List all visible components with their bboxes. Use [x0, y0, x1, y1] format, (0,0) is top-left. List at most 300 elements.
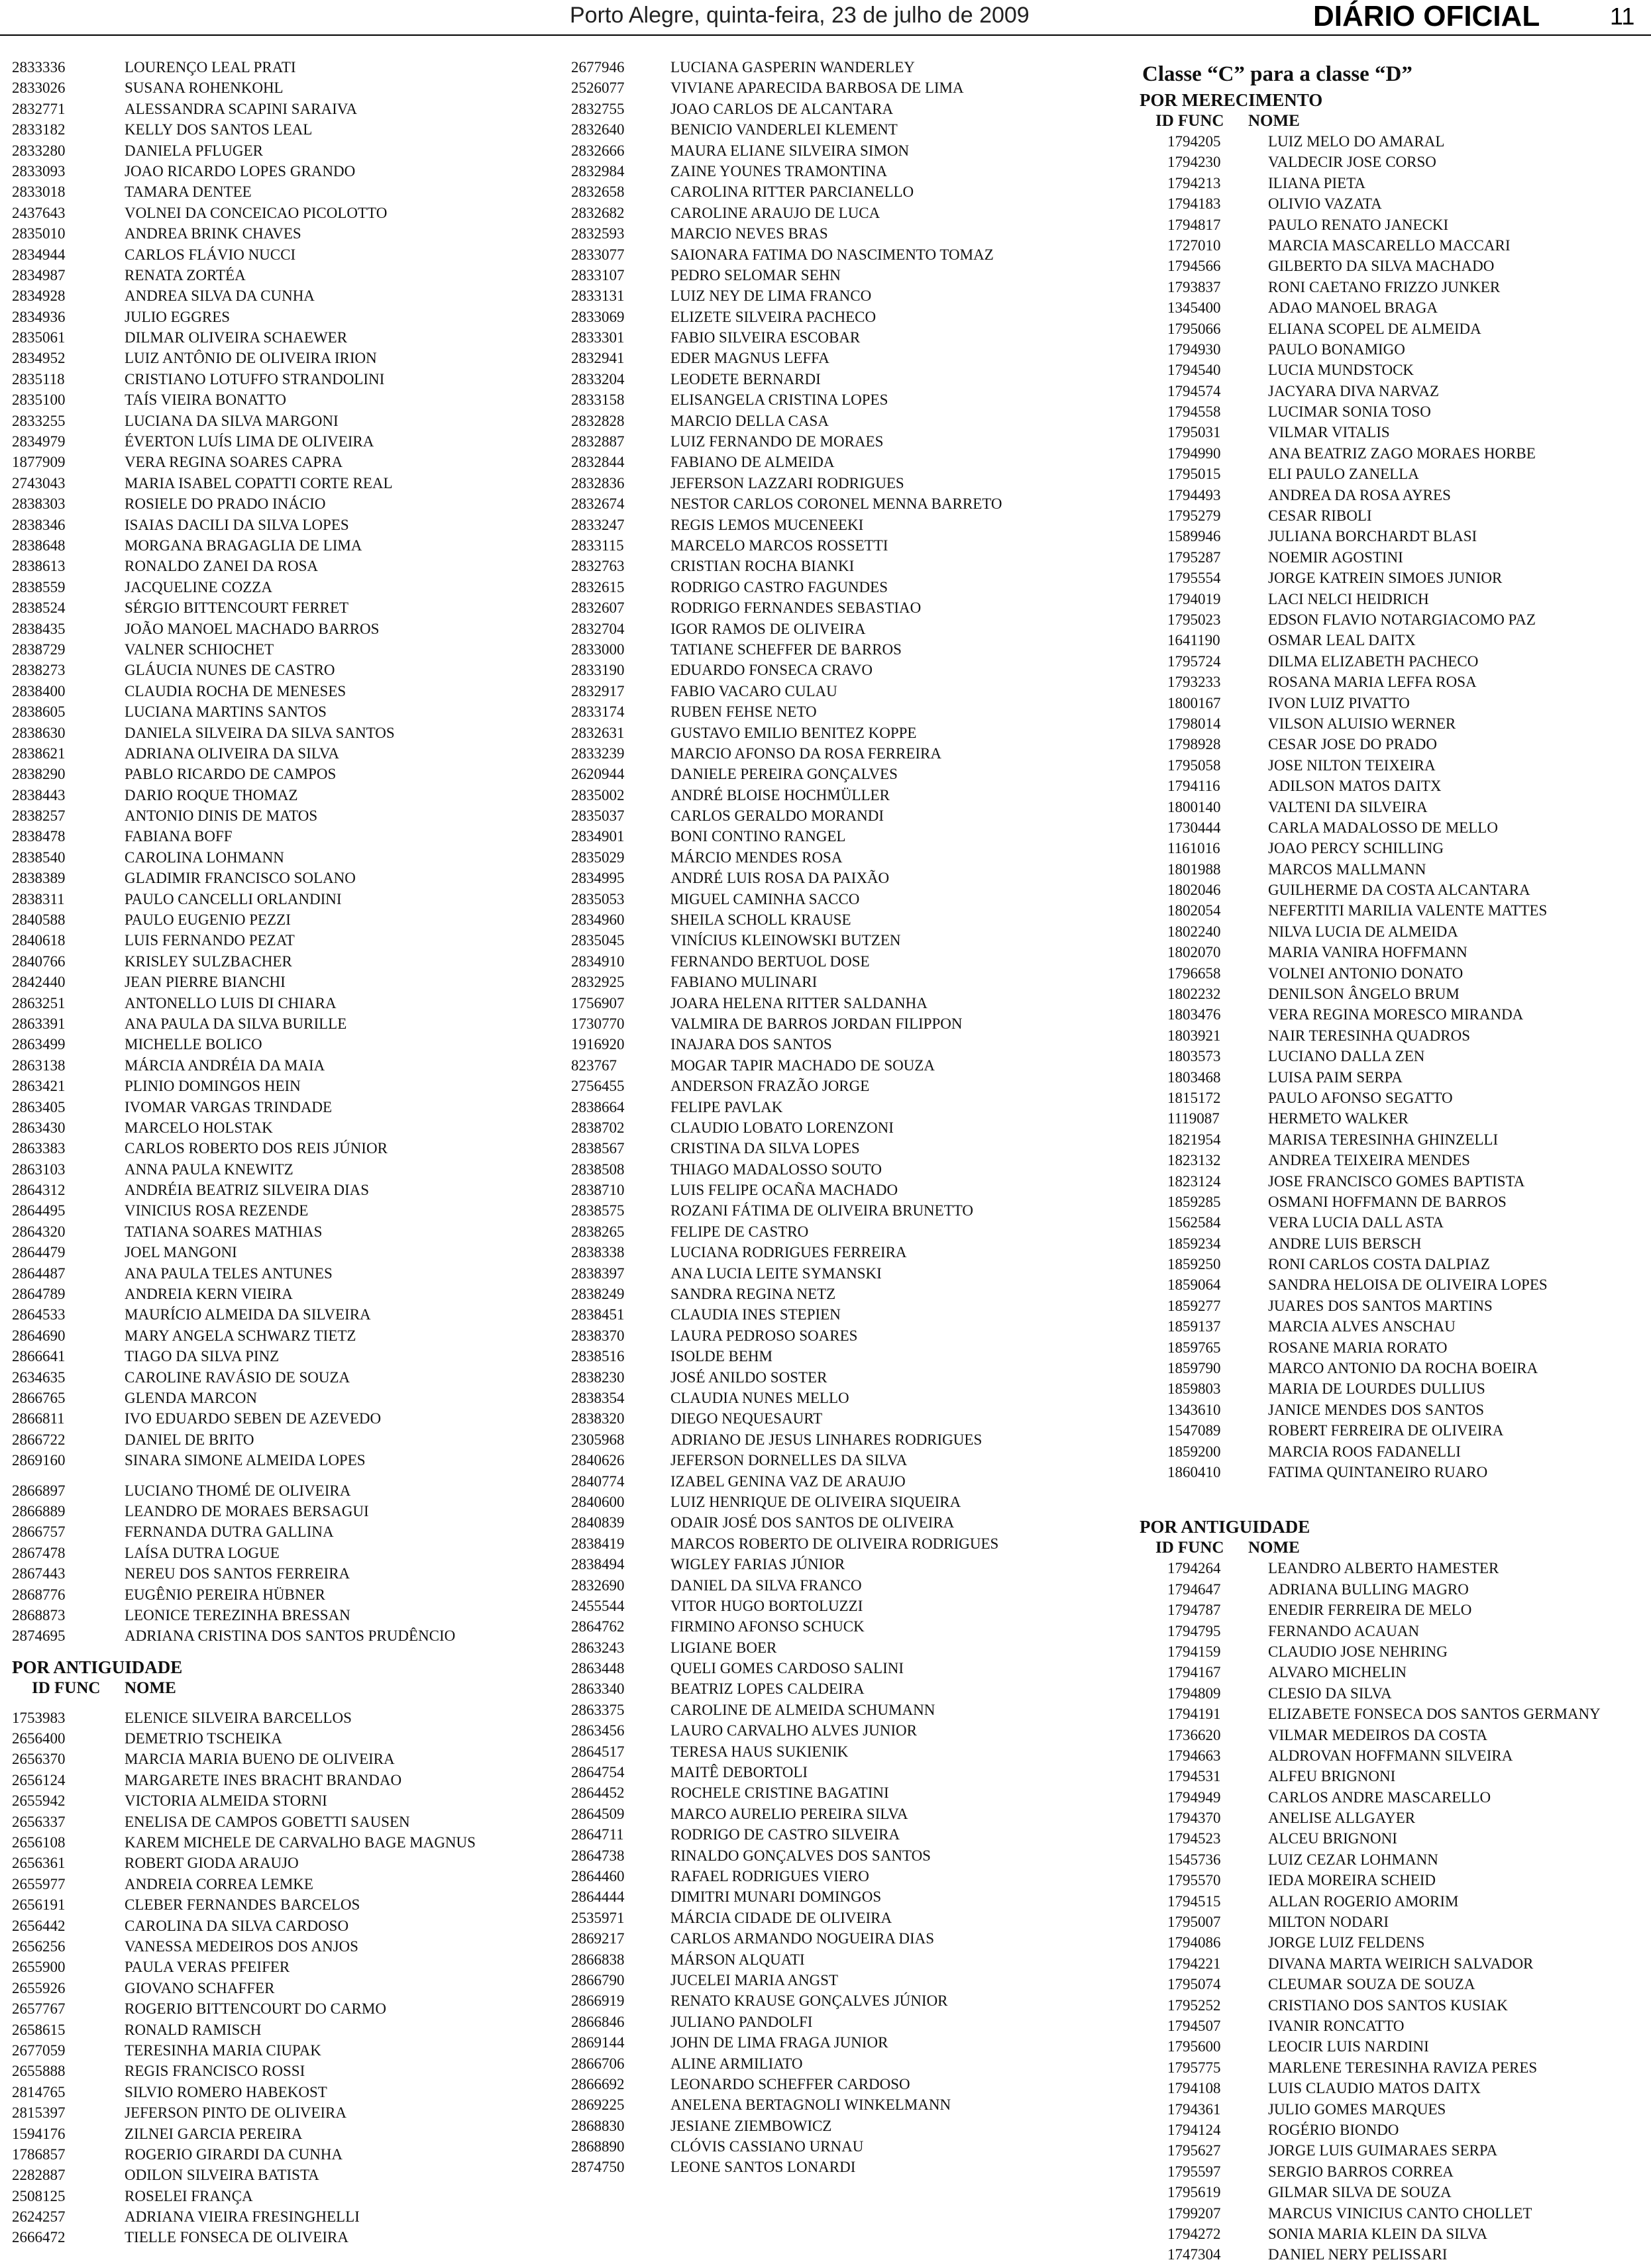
- id-func: 2832631: [571, 724, 625, 741]
- list-item: [571, 1908, 1141, 1928]
- employee-name: ANA BEATRIZ ZAGO MORAES HORBE: [1268, 444, 1536, 462]
- list-item: [571, 57, 1141, 77]
- id-func: 2868830: [571, 2117, 625, 2134]
- id-func-header: ID FUNC: [1155, 1539, 1224, 1557]
- list-item: [571, 223, 1141, 244]
- employee-name: DILMA ELIZABETH PACHECO: [1268, 652, 1479, 670]
- id-func: 2840766: [12, 953, 66, 970]
- list-item: [12, 1543, 555, 1563]
- employee-name: IVO EDUARDO SEBEN DE AZEVEDO: [125, 1410, 382, 1427]
- list-item: [12, 2227, 555, 2247]
- employee-name: IGOR RAMOS DE OLIVEIRA: [670, 620, 866, 637]
- employee-name: ISOLDE BEHM: [670, 1348, 772, 1365]
- section-title-antiguidade: POR ANTIGUIDADE: [1140, 1517, 1310, 1537]
- employee-name: MARCELO MARCOS ROSSETTI: [670, 537, 888, 554]
- employee-name: NILVA LUCIA DE ALMEIDA: [1268, 923, 1458, 940]
- id-func: 2866919: [571, 1992, 625, 2010]
- employee-name: FERNANDA DUTRA GALLINA: [125, 1523, 334, 1541]
- id-func: 1801988: [1167, 860, 1221, 878]
- id-func: 1161016: [1167, 840, 1220, 857]
- employee-name: LUCIA MUNDSTOCK: [1268, 362, 1414, 379]
- employee-name: FERNANDO BERTUOL DOSE: [670, 953, 870, 970]
- list-item: [1140, 817, 1651, 838]
- list-item: [1140, 1558, 1651, 1578]
- employee-name: ROSELEI FRANÇA: [125, 2187, 253, 2204]
- employee-name: ROBERT GIODA ARAUJO: [125, 1855, 299, 1872]
- id-func: 823767: [571, 1057, 617, 1074]
- employee-name: ANA PAULA TELES ANTUNES: [125, 1264, 333, 1282]
- list-item: [12, 1346, 555, 1366]
- id-func: 2833115: [571, 537, 624, 554]
- id-func: 2863251: [12, 994, 66, 1011]
- employee-name: ÉVERTON LUÍS LIMA DE OLIVEIRA: [125, 433, 374, 450]
- id-func: 1794566: [1167, 258, 1221, 275]
- id-func: 2863391: [12, 1015, 66, 1032]
- employee-name: GLENDA MARCON: [125, 1390, 257, 1406]
- list-item: [12, 1013, 555, 1034]
- id-func: 2863383: [12, 1140, 66, 1157]
- employee-name: ROGERIO BITTENCOURT DO CARMO: [125, 2000, 386, 2018]
- employee-name: FABIANA BOFF: [125, 828, 233, 845]
- list-item: [12, 1076, 555, 1096]
- list-item: [12, 826, 555, 847]
- list-item: [571, 701, 1141, 722]
- id-func: 2835045: [571, 932, 625, 949]
- id-func: 1795058: [1167, 756, 1221, 774]
- id-func: 2833093: [12, 162, 66, 180]
- list-item: [571, 181, 1141, 202]
- employee-name: VILMAR VITALIS: [1268, 424, 1390, 441]
- id-func: 1859277: [1167, 1297, 1221, 1314]
- id-func: 2835037: [571, 807, 625, 825]
- list-item: [571, 1325, 1141, 1346]
- employee-name: VITOR HUGO BORTOLUZZI: [670, 1597, 863, 1614]
- employee-name: MARCIO AFONSO DA ROSA FERREIRA: [670, 745, 941, 762]
- employee-name: VALDECIR JOSE CORSO: [1268, 154, 1436, 171]
- list-item: [571, 1804, 1141, 1824]
- list-item: [12, 1429, 555, 1450]
- list-item: [12, 1728, 555, 1749]
- list-item: [571, 1055, 1141, 1076]
- employee-name: IVON LUIZ PIVATTO: [1268, 694, 1410, 711]
- list-item: [571, 1429, 1141, 1450]
- employee-name: DANIEL DE BRITO: [125, 1431, 254, 1448]
- list-item: [12, 307, 555, 327]
- employee-name: FABIO SILVEIRA ESCOBAR: [670, 329, 861, 346]
- employee-name: FABIANO DE ALMEIDA: [670, 454, 835, 471]
- employee-name: CARLOS GERALDO MORANDI: [670, 807, 884, 825]
- list-item: [1140, 1891, 1651, 1912]
- id-func: 2833158: [571, 391, 625, 409]
- list-item: [12, 660, 555, 680]
- employee-name: ANNA PAULA KNEWITZ: [125, 1160, 293, 1178]
- list-item: [571, 244, 1141, 265]
- id-func: 1802240: [1167, 923, 1221, 940]
- employee-name: VIVIANE APARECIDA BARBOSA DE LIMA: [670, 79, 964, 97]
- list-item: [12, 119, 555, 140]
- list-item: [571, 1284, 1141, 1304]
- employee-name: OLIVIO VAZATA: [1268, 195, 1382, 213]
- id-func: 1795074: [1167, 1976, 1221, 1993]
- list-item: [12, 805, 555, 826]
- id-func: 2437643: [12, 204, 66, 221]
- id-func: 2864479: [12, 1244, 66, 1261]
- list-item: [571, 1304, 1141, 1325]
- list-item: [1140, 1912, 1651, 1932]
- employee-name: CRISTINA DA SILVA LOPES: [670, 1140, 860, 1157]
- employee-name: WIGLEY FARIAS JÚNIOR: [670, 1556, 845, 1573]
- list-item: [1140, 422, 1651, 442]
- employee-name: GUILHERME DA COSTA ALCANTARA: [1268, 882, 1530, 899]
- list-item: [571, 1159, 1141, 1180]
- employee-name: JULIO GOMES MARQUES: [1268, 2100, 1446, 2118]
- employee-name: RENATO KRAUSE GONÇALVES JÚNIOR: [670, 1992, 948, 2010]
- list-item: [1140, 838, 1651, 858]
- id-func: 2834979: [12, 433, 66, 450]
- list-item: [12, 1180, 555, 1200]
- list-item: [571, 1782, 1141, 1803]
- employee-name: OSMANI HOFFMANN DE BARROS: [1268, 1193, 1507, 1210]
- id-func: 2863138: [12, 1057, 66, 1074]
- list-item: [12, 327, 555, 348]
- employee-name: PABLO RICARDO DE CAMPOS: [125, 766, 337, 783]
- employee-name: LUCIANA DA SILVA MARGONI: [125, 412, 339, 429]
- employee-name: VALNER SCHIOCHET: [125, 641, 274, 658]
- employee-name: IEDA MOREIRA SCHEID: [1268, 1872, 1436, 1889]
- list-item: [571, 1200, 1141, 1221]
- id-func: 2833018: [12, 183, 66, 201]
- id-func: 1859064: [1167, 1276, 1221, 1294]
- employee-name: GIOVANO SCHAFFER: [125, 1979, 275, 1996]
- id-func: 2869144: [571, 2034, 625, 2051]
- id-func: 2634635: [12, 1368, 66, 1386]
- list-item: [12, 140, 555, 161]
- id-func: 2840626: [571, 1452, 625, 1469]
- id-func: 2838494: [571, 1556, 625, 1573]
- list-item: [1140, 1212, 1651, 1233]
- id-func: 1803921: [1167, 1027, 1221, 1044]
- id-func: 2832771: [12, 100, 66, 117]
- id-func: 2655900: [12, 1959, 66, 1976]
- id-func: 2863243: [571, 1639, 625, 1656]
- list-item: [12, 1998, 555, 2019]
- list-item: [1140, 1067, 1651, 1088]
- list-item: [1140, 1129, 1651, 1150]
- list-item: [12, 285, 555, 306]
- list-item: [1140, 1274, 1651, 1295]
- employee-name: INAJARA DOS SANTOS: [670, 1036, 832, 1053]
- employee-name: LEANDRO ALBERTO HAMESTER: [1268, 1560, 1499, 1577]
- employee-name: KAREM MICHELE DE CARVALHO BAGE MAGNUS: [125, 1834, 476, 1851]
- list-item: [1140, 1462, 1651, 1482]
- list-item: [571, 889, 1141, 909]
- id-func: 2282887: [12, 2167, 66, 2184]
- employee-name: DIVANA MARTA WEIRICH SALVADOR: [1268, 1955, 1534, 1972]
- list-item: [1140, 319, 1651, 339]
- list-item: [1140, 277, 1651, 297]
- employee-name: PAULO AFONSO SEGATTO: [1268, 1089, 1453, 1106]
- employee-name: FIRMINO AFONSO SCHUCK: [670, 1618, 865, 1635]
- list-item: [1140, 215, 1651, 235]
- employee-name: VILMAR MEDEIROS DA COSTA: [1268, 1726, 1488, 1743]
- employee-name: ROGERIO GIRARDI DA CUNHA: [125, 2145, 343, 2163]
- id-func: 1802046: [1167, 882, 1221, 899]
- employee-name: CARLOS ROBERTO DOS REIS JÚNIOR: [125, 1140, 388, 1157]
- id-func: 2838290: [12, 766, 66, 783]
- id-func: 2838559: [12, 578, 66, 595]
- id-func: 2656442: [12, 1917, 66, 1934]
- id-func: 2756455: [571, 1078, 625, 1095]
- list-item: [12, 619, 555, 639]
- id-func: 2658615: [12, 2021, 66, 2038]
- id-func: 1795570: [1167, 1872, 1221, 1889]
- id-func: 1815172: [1167, 1089, 1221, 1106]
- list-item: [12, 1708, 555, 1728]
- employee-name: JOEL MANGONI: [125, 1244, 237, 1261]
- list-item: [571, 1242, 1141, 1263]
- employee-name: PAULA VERAS PFEIFER: [125, 1959, 290, 1976]
- id-func: 2832941: [571, 350, 625, 367]
- id-func: 2656256: [12, 1937, 66, 1955]
- id-func: 2838435: [12, 620, 66, 637]
- list-item: [1140, 1254, 1651, 1274]
- employee-name: CAROLINE RAVÁSIO DE SOUZA: [125, 1368, 350, 1386]
- list-item: [571, 1221, 1141, 1242]
- list-merecimento-extra: [12, 1480, 555, 1647]
- employee-name: DILMAR OLIVEIRA SCHAEWER: [125, 329, 348, 346]
- list-item: [1140, 630, 1651, 650]
- id-func: 2743043: [12, 474, 66, 491]
- employee-name: JACYARA DIVA NARVAZ: [1268, 382, 1440, 399]
- employee-name: JEAN PIERRE BIANCHI: [125, 974, 286, 991]
- id-func: 2526077: [571, 79, 625, 97]
- list-item: [571, 723, 1141, 743]
- employee-name: MÁRCIO MENDES ROSA: [670, 849, 843, 866]
- id-func: 1800140: [1167, 798, 1221, 815]
- id-func: 2833301: [571, 329, 625, 346]
- id-func: 2866765: [12, 1390, 66, 1406]
- list-item: [1140, 921, 1651, 942]
- list-item: [1140, 2182, 1651, 2202]
- list-item: [12, 265, 555, 285]
- id-func: 2838613: [12, 558, 66, 575]
- employee-name: RONI CAETANO FRIZZO JUNKER: [1268, 278, 1501, 295]
- employee-name: RONI CARLOS COSTA DALPIAZ: [1268, 1256, 1490, 1273]
- list-item: [571, 285, 1141, 306]
- employee-name: TAÍS VIEIRA BONATTO: [125, 391, 286, 409]
- employee-name: CAROLINA RITTER PARCIANELLO: [670, 183, 914, 201]
- list-item: [1140, 589, 1651, 609]
- employee-name: ALCEU BRIGNONI: [1268, 1830, 1397, 1847]
- employee-name: MARCELO HOLSTAK: [125, 1119, 273, 1136]
- id-func: 1795619: [1167, 2184, 1221, 2201]
- id-func: 2832917: [571, 682, 625, 699]
- employee-name: JORGE LUIZ FELDENS: [1268, 1934, 1425, 1951]
- id-func: 1803468: [1167, 1068, 1221, 1086]
- list-item: [571, 1367, 1141, 1388]
- list-item: [571, 535, 1141, 556]
- id-func: 2864517: [571, 1743, 625, 1760]
- list-item: [1140, 443, 1651, 464]
- list-item: [1140, 1579, 1651, 1600]
- list-item: [1140, 1378, 1651, 1399]
- id-func: 1641190: [1167, 632, 1220, 649]
- id-func: 1794949: [1167, 1788, 1221, 1806]
- id-func: 1795287: [1167, 548, 1221, 566]
- id-func: 2835061: [12, 329, 66, 346]
- list-item: [1140, 1766, 1651, 1786]
- id-func: 2838230: [571, 1368, 625, 1386]
- id-func: 1796658: [1167, 964, 1221, 982]
- id-func: 1794663: [1167, 1747, 1221, 1764]
- list-item: [12, 1284, 555, 1304]
- employee-name: RINALDO GONÇALVES DOS SANTOS: [670, 1847, 931, 1864]
- employee-name: EUGÊNIO PEREIRA HÜBNER: [125, 1586, 325, 1603]
- employee-name: DIMITRI MUNARI DOMINGOS: [670, 1888, 882, 1906]
- employee-name: MARCO ANTONIO DA ROCHA BOEIRA: [1268, 1360, 1538, 1377]
- employee-name: LOURENÇO LEAL PRATI: [125, 59, 296, 76]
- list-item: [1140, 1420, 1651, 1441]
- id-func: 1795597: [1167, 2163, 1221, 2180]
- employee-name: ADRIANA OLIVEIRA DA SILVA: [125, 745, 339, 762]
- employee-name: VANESSA MEDEIROS DOS ANJOS: [125, 1937, 358, 1955]
- id-func: 2840618: [12, 932, 66, 949]
- list-item: [571, 619, 1141, 639]
- employee-name: FATIMA QUINTANEIRO RUARO: [1268, 1464, 1488, 1480]
- employee-name: MARCOS MALLMANN: [1268, 860, 1426, 878]
- id-func: 2866889: [12, 1502, 66, 1520]
- employee-name: ALINE ARMILIATO: [670, 2055, 803, 2072]
- employee-name: LAÍSA DUTRA LOGUE: [125, 1544, 280, 1561]
- list-item: [12, 785, 555, 805]
- id-func: 1795031: [1167, 424, 1221, 441]
- list-item: [12, 1388, 555, 1408]
- id-func: 1545736: [1167, 1851, 1221, 1868]
- list-item: [571, 1138, 1141, 1159]
- list-item: [571, 1263, 1141, 1284]
- employee-name: FELIPE PAVLAK: [670, 1098, 783, 1115]
- spacer: [12, 1698, 555, 1708]
- list-item: [571, 1866, 1141, 1886]
- id-func: 2833336: [12, 59, 66, 76]
- id-func: 1794361: [1167, 2100, 1221, 2118]
- employee-name: ANELISE ALLGAYER: [1268, 1810, 1416, 1827]
- id-func: 2655888: [12, 2063, 66, 2080]
- id-func: 2838303: [12, 495, 66, 513]
- employee-name: LEONE SANTOS LONARDI: [670, 2159, 856, 2176]
- employee-name: MILTON NODARI: [1268, 1914, 1389, 1931]
- employee-name: VINICIUS ROSA REZENDE: [125, 1202, 309, 1219]
- id-func: 1802054: [1167, 902, 1221, 919]
- list-item: [12, 1242, 555, 1263]
- list-item: [571, 1034, 1141, 1055]
- employee-name: LEODETE BERNARDI: [670, 370, 821, 387]
- id-func: 1753983: [12, 1709, 66, 1726]
- id-func: 1798014: [1167, 715, 1221, 732]
- employee-name: ISAIAS DACILI DA SILVA LOPES: [125, 516, 349, 533]
- employee-name: ANA PAULA DA SILVA BURILLE: [125, 1015, 347, 1032]
- list-item: [571, 1533, 1141, 1554]
- employee-name: CRISTIAN ROCHA BIANKI: [670, 558, 855, 575]
- list-item: [12, 57, 555, 77]
- list-item: [1140, 2057, 1651, 2078]
- employee-name: JUARES DOS SANTOS MARTINS: [1268, 1297, 1493, 1314]
- list-item: [12, 1450, 555, 1470]
- id-func: 2863499: [12, 1036, 66, 1053]
- id-func: 2832674: [571, 495, 625, 513]
- list-item: [1140, 360, 1651, 380]
- list-item: [12, 1200, 555, 1221]
- employee-name: ILIANA PIETA: [1268, 174, 1365, 191]
- list-item: [1140, 526, 1651, 546]
- list-item: [571, 597, 1141, 618]
- nome-header: NOME: [1248, 1539, 1300, 1557]
- list-item: [1140, 734, 1651, 754]
- id-func: 2833280: [12, 142, 66, 159]
- id-func: 2840774: [571, 1472, 625, 1490]
- employee-name: PLINIO DOMINGOS HEIN: [125, 1078, 301, 1095]
- list-item: [12, 2082, 555, 2102]
- list-item: [571, 847, 1141, 868]
- list-item: [571, 909, 1141, 930]
- list-item: [1140, 880, 1651, 900]
- employee-name: CAROLINE DE ALMEIDA SCHUMANN: [670, 1701, 935, 1718]
- list-item: [571, 1616, 1141, 1637]
- id-func: 1594176: [12, 2125, 66, 2142]
- employee-name: RONALD RAMISCH: [125, 2021, 262, 2038]
- list-item: [1140, 485, 1651, 505]
- list-item: [1140, 1004, 1651, 1025]
- employee-name: MICHELLE BOLICO: [125, 1036, 262, 1053]
- employee-name: HERMETO WALKER: [1268, 1110, 1409, 1127]
- list-item: [1140, 1974, 1651, 1994]
- list-item: [1140, 1046, 1651, 1066]
- employee-name: VINÍCIUS KLEINOWSKI BUTZEN: [670, 932, 901, 949]
- employee-name: JOSE NILTON TEIXEIRA: [1268, 756, 1436, 774]
- employee-name: LUCIANA RODRIGUES FERREIRA: [670, 1244, 907, 1261]
- employee-name: ANELENA BERTAGNOLI WINKELMANN: [670, 2096, 951, 2114]
- employee-name: PAULO BONAMIGO: [1268, 340, 1405, 358]
- employee-name: ADRIANA VIEIRA FRESINGHELLI: [125, 2208, 360, 2226]
- list-item: [1140, 1849, 1651, 1870]
- employee-name: RONALDO ZANEI DA ROSA: [125, 558, 318, 575]
- employee-name: MÁRSON ALQUATI: [670, 1951, 805, 1968]
- column-2: [571, 57, 1141, 2178]
- employee-name: JOAO RICARDO LOPES GRANDO: [125, 162, 356, 180]
- id-func: 2838567: [571, 1140, 625, 1157]
- id-func: 2864460: [571, 1867, 625, 1884]
- id-func: 2838397: [571, 1264, 625, 1282]
- list-item: [571, 369, 1141, 389]
- list-item: [571, 868, 1141, 888]
- list-item: [12, 639, 555, 660]
- employee-name: ALLAN ROGERIO AMORIM: [1268, 1892, 1459, 1910]
- id-func: 2832763: [571, 558, 625, 575]
- list-item: [1140, 2120, 1651, 2140]
- list-item: [12, 597, 555, 618]
- id-func: 2864789: [12, 1286, 66, 1303]
- employee-name: ROBERT FERREIRA DE OLIVEIRA: [1268, 1422, 1504, 1439]
- id-func: 2834936: [12, 308, 66, 325]
- classe-title: Classe “C” para a classe “D”: [1142, 62, 1412, 86]
- employee-name: ROSIELE DO PRADO INÁCIO: [125, 495, 326, 513]
- list-item: [1140, 1641, 1651, 1662]
- list-item: [571, 1575, 1141, 1596]
- employee-name: LUIZ ANTÔNIO DE OLIVEIRA IRION: [125, 350, 377, 367]
- list-item: [1140, 1025, 1651, 1046]
- list-item: [12, 1584, 555, 1605]
- employee-name: LUCIMAR SONIA TOSO: [1268, 403, 1431, 421]
